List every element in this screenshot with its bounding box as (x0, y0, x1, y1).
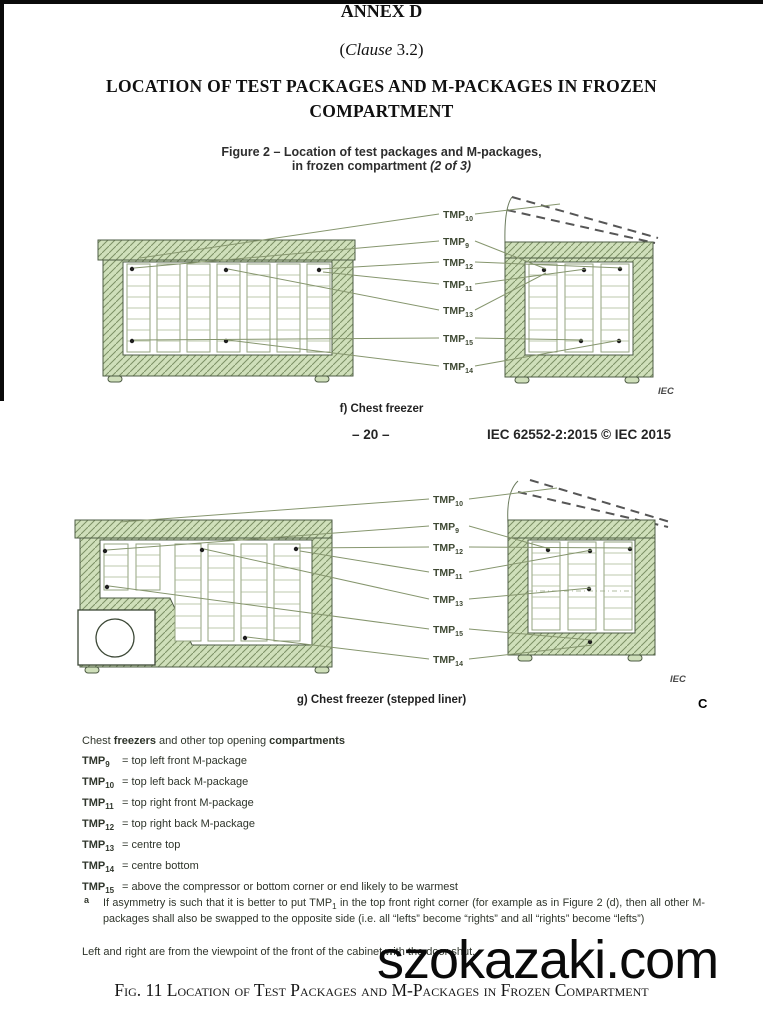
tmp-labels-f (443, 209, 473, 375)
tmp-label: $TMP_{15}$ (443, 333, 473, 347)
document-reference: IEC 62552-2:2015 © IEC 2015 (487, 427, 672, 442)
clause-reference: (Clause 3.2) (339, 40, 424, 59)
main-title-line2: COMPARTMENT (309, 101, 454, 121)
tmp-label: $TMP_{12}$ (433, 542, 463, 556)
chest-freezer-diagram-f (60, 190, 705, 395)
iec-credit: IEC (658, 386, 674, 397)
chest-freezer-diagram-g (60, 478, 705, 690)
diagram-g-caption: g) Chest freezer (stepped liner) (296, 694, 467, 706)
fig11-caption: Fig. 11 Location of Test Packages and M-Packages in Frozen Compartment (114, 980, 649, 1000)
annex-title: ANNEX D (340, 1, 423, 21)
page-left-edge (0, 0, 4, 401)
footnote-text: If asymmetry is such that it is better to put $TMP_1$ in the top front right corner (for example as in Figure 2 (d), then all other M-packages shall also be swapped to the opposite side (i.e. all “lefts” become “rights” and all “rights” become “lefts”) (103, 897, 705, 926)
open-lid-dashed-line (530, 480, 670, 522)
main-title-line1: LOCATION OF TEST PACKAGES AND M-PACKAGES IN FROZEN (106, 76, 657, 96)
tmp-label: $TMP_{13}$ (443, 305, 473, 319)
tmp-definition-row: $TMP_9$ = top left front M-package (82, 755, 248, 770)
open-lid-dashed-line (512, 197, 658, 238)
open-lid-dashed-line (507, 210, 655, 243)
tmp-label: $TMP_{10}$ (433, 494, 463, 508)
diagram-f-caption: f) Chest freezer (339, 403, 424, 415)
page-number: – 20 – (352, 427, 390, 442)
tmp-label: $TMP_9$ (433, 521, 460, 535)
tmp-label: $TMP_{10}$ (443, 209, 473, 223)
tmp-label: $TMP_{15}$ (433, 624, 463, 638)
iec-credit: IEC (670, 674, 686, 685)
tmp-definition-row: $TMP_{13}$ = centre top (82, 839, 181, 854)
tmp-definition-row: $TMP_{12}$ = top right back M-package (82, 818, 255, 833)
tmp-definition-row: $TMP_{14}$ = centre bottom (82, 860, 199, 875)
freezer-f-side-view (505, 197, 658, 383)
column-marker: C (698, 696, 708, 711)
tmp-label: $TMP_{14}$ (433, 654, 463, 668)
tmp-definition-row: $TMP_{15}$ = above the compressor or bottom corner or end likely to be warmest (82, 881, 458, 896)
freezer-g-side-view (508, 480, 670, 661)
viewpoint-note: Left and right are from the viewpoint of the front of the cabinet with the door shut. (82, 946, 476, 958)
tmp-definition-row: $TMP_{10}$ = top left back M-package (82, 776, 249, 791)
tmp-labels-g (433, 494, 463, 668)
footnote-marker: a (84, 895, 90, 905)
tmp-label: $TMP_{11}$ (433, 567, 463, 581)
tmp-label: $TMP_{11}$ (443, 279, 473, 293)
tmp-label: $TMP_{14}$ (443, 361, 473, 375)
basket-grid (532, 542, 632, 630)
tmp-definition-row: $TMP_{11}$ = top right front M-package (82, 797, 254, 812)
definitions-heading: Chest freezers and other top opening compartments (82, 735, 345, 747)
figure2-caption-line1: Figure 2 – Location of test packages and M-packages, (221, 145, 542, 159)
figure2-caption-line2: in frozen compartment (2 of 3) (291, 159, 472, 173)
watermark: szokazaki.com (377, 930, 719, 990)
tmp-label: $TMP_{13}$ (433, 594, 463, 608)
freezer-f-front-view (98, 240, 355, 382)
tmp-label: $TMP_{12}$ (443, 257, 473, 271)
compressor-circle (96, 619, 134, 657)
tmp-label: $TMP_9$ (443, 236, 470, 250)
